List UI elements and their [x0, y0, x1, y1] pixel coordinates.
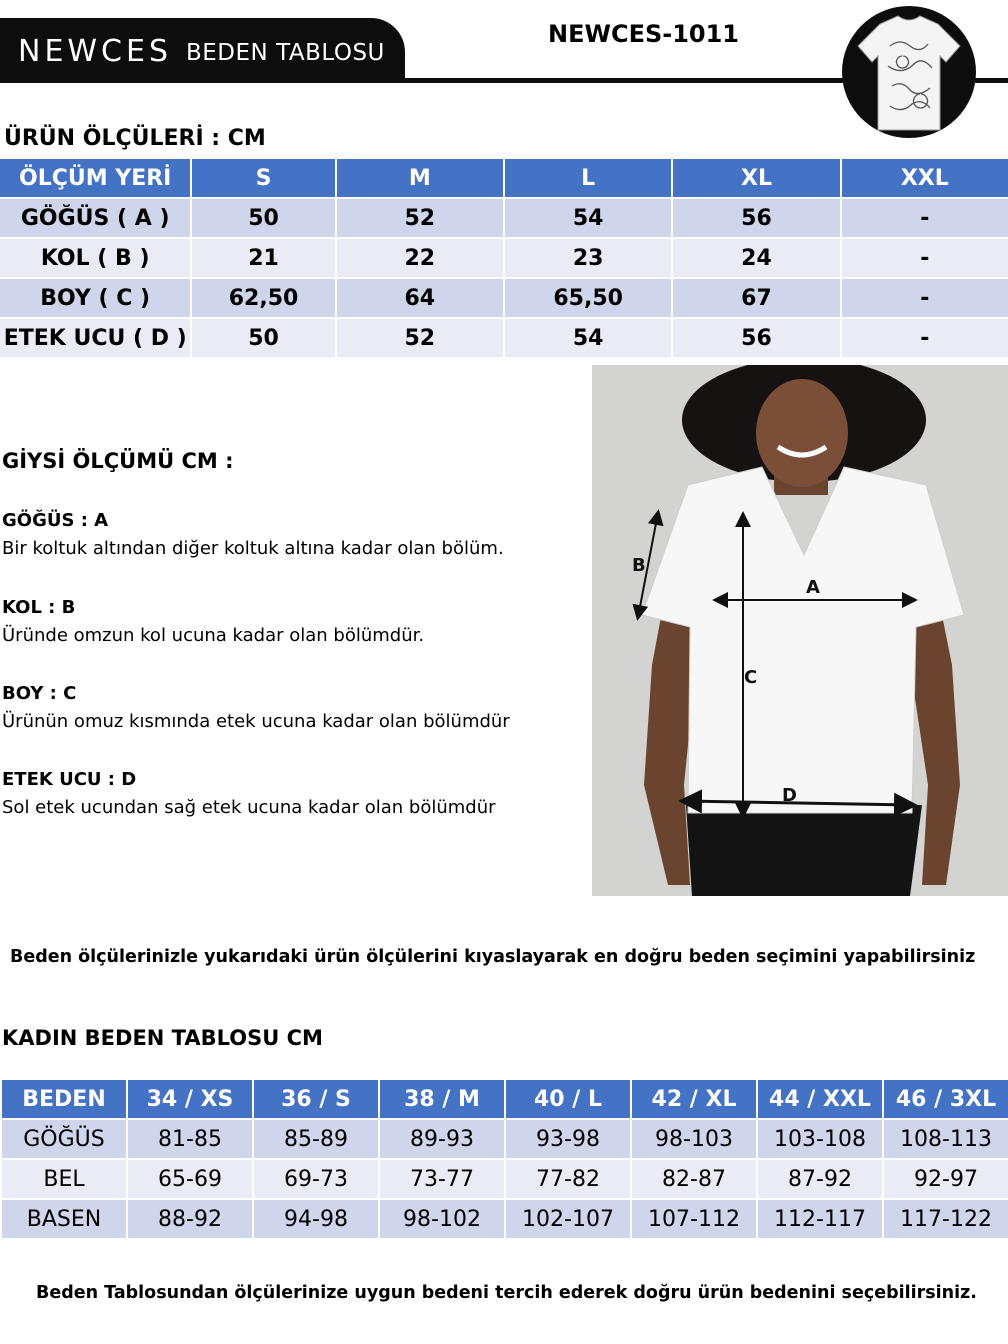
product-table-cell: 64	[337, 279, 503, 317]
women-table-header-cell: 46 / 3XL	[884, 1080, 1008, 1118]
women-table-cell: 117-122	[884, 1200, 1008, 1238]
women-table-cell: 65-69	[128, 1160, 252, 1198]
women-table-cell: 93-98	[506, 1120, 630, 1158]
women-table-cell: 108-113	[884, 1120, 1008, 1158]
product-table-cell: ETEK UCU ( D )	[0, 319, 190, 357]
product-table-header-cell: XL	[673, 159, 839, 197]
women-table-header-cell: 34 / XS	[128, 1080, 252, 1118]
women-table-cell: 98-103	[632, 1120, 756, 1158]
women-table-header-cell: 38 / M	[380, 1080, 504, 1118]
product-table-header-cell: L	[505, 159, 671, 197]
women-table-header-cell: BEDEN	[2, 1080, 126, 1118]
guide-label-length: BOY : C	[2, 683, 77, 704]
women-table-cell: 69-73	[254, 1160, 378, 1198]
women-table-cell: 87-92	[758, 1160, 882, 1198]
women-table-cell: 73-77	[380, 1160, 504, 1198]
women-table-cell: 107-112	[632, 1200, 756, 1238]
guide-label-hem: ETEK UCU : D	[2, 769, 137, 790]
women-table-cell: 81-85	[128, 1120, 252, 1158]
product-table-cell: 50	[192, 319, 334, 357]
product-table-cell: KOL ( B )	[0, 239, 190, 277]
product-table-cell: 54	[505, 199, 671, 237]
women-table-header-row	[2, 1080, 1008, 1118]
product-table-cell: 22	[337, 239, 503, 277]
women-table-cell: GÖĞÜS	[2, 1120, 126, 1158]
brand-subtitle: BEDEN TABLOSU	[186, 40, 385, 66]
arrow-label-b: B	[632, 555, 646, 576]
arrow-label-c: C	[744, 667, 758, 688]
women-table-header-cell: 44 / XXL	[758, 1080, 882, 1118]
brand-logo: NEWCES	[18, 34, 173, 69]
women-table-cell: 94-98	[254, 1200, 378, 1238]
product-table-cell: 56	[673, 199, 839, 237]
measurement-guide-title: GİYSİ ÖLÇÜMÜ CM :	[2, 449, 234, 473]
women-table-header-cell: 36 / S	[254, 1080, 378, 1118]
product-table-cell: BOY ( C )	[0, 279, 190, 317]
product-table-header-row	[0, 159, 1008, 197]
arrow-label-d: D	[782, 785, 797, 806]
tshirt-icon	[842, 6, 976, 138]
women-table-cell: 103-108	[758, 1120, 882, 1158]
product-table-cell: 54	[505, 319, 671, 357]
women-table-header-cell: 42 / XL	[632, 1080, 756, 1118]
product-thumbnail	[842, 6, 976, 138]
product-table-cell: 56	[673, 319, 839, 357]
women-table-cell: BASEN	[2, 1200, 126, 1238]
product-table-header-cell: S	[192, 159, 334, 197]
product-table-cell: -	[842, 279, 1008, 317]
model-photo	[592, 365, 1008, 896]
women-table-cell: 112-117	[758, 1200, 882, 1238]
model-code: NEWCES-1011	[548, 20, 740, 48]
women-table-cell: 88-92	[128, 1200, 252, 1238]
women-table-cell: BEL	[2, 1160, 126, 1198]
women-table-cell: 92-97	[884, 1160, 1008, 1198]
product-table-cell: 62,50	[192, 279, 334, 317]
women-table-cell: 102-107	[506, 1200, 630, 1238]
product-table-cell: GÖĞÜS ( A )	[0, 199, 190, 237]
product-table-cell: 52	[337, 199, 503, 237]
women-table-header-cell: 40 / L	[506, 1080, 630, 1118]
product-table-cell: 23	[505, 239, 671, 277]
guide-text-chest: Bir koltuk altından diğer koltuk altına kadar olan bölüm.	[2, 538, 504, 559]
women-table-title: KADIN BEDEN TABLOSU CM	[2, 1026, 323, 1050]
note-compare-sizes: Beden ölçülerinizle yukarıdaki ürün ölçülerini kıyaslayarak en doğru beden seçimini yapabilirsiniz	[10, 947, 976, 967]
product-table-cell: 21	[192, 239, 334, 277]
women-table-cell: 77-82	[506, 1160, 630, 1198]
product-table-row	[0, 279, 1008, 317]
guide-text-hem: Sol etek ucundan sağ etek ucuna kadar olan bölümdür	[2, 797, 496, 818]
women-table-cell: 89-93	[380, 1120, 504, 1158]
product-table-cell: 67	[673, 279, 839, 317]
product-table-cell: -	[842, 319, 1008, 357]
women-table-cell: 85-89	[254, 1120, 378, 1158]
guide-label-sleeve: KOL : B	[2, 597, 76, 618]
women-size-table	[0, 1078, 1008, 1240]
guide-text-length: Ürünün omuz kısmında etek ucuna kadar olan bölümdür	[2, 711, 510, 732]
product-table-cell: 65,50	[505, 279, 671, 317]
note-choose-size: Beden Tablosundan ölçülerinize uygun bedeni tercih ederek doğru ürün bedenini seçebilirsiniz.	[36, 1283, 977, 1303]
women-table-row	[2, 1120, 1008, 1158]
guide-text-sleeve: Üründe omzun kol ucuna kadar olan bölümdür.	[2, 625, 425, 646]
women-table-cell: 98-102	[380, 1200, 504, 1238]
product-table-cell: 24	[673, 239, 839, 277]
product-table-header-cell: M	[337, 159, 503, 197]
product-table-header-cell: ÖLÇÜM YERİ	[0, 159, 190, 197]
product-table-cell: -	[842, 199, 1008, 237]
guide-label-chest: GÖĞÜS : A	[2, 510, 109, 531]
product-table-cell: 52	[337, 319, 503, 357]
product-table-title: ÜRÜN ÖLÇÜLERİ : CM	[4, 126, 266, 151]
women-table-cell: 82-87	[632, 1160, 756, 1198]
women-table-row	[2, 1160, 1008, 1198]
product-table-row	[0, 199, 1008, 237]
product-table-cell: -	[842, 239, 1008, 277]
product-table-cell: 50	[192, 199, 334, 237]
women-table-row	[2, 1200, 1008, 1238]
arrow-label-a: A	[806, 577, 820, 598]
product-table-row	[0, 239, 1008, 277]
product-table-header-cell: XXL	[842, 159, 1008, 197]
product-table-row	[0, 319, 1008, 357]
product-size-table	[0, 157, 1008, 359]
